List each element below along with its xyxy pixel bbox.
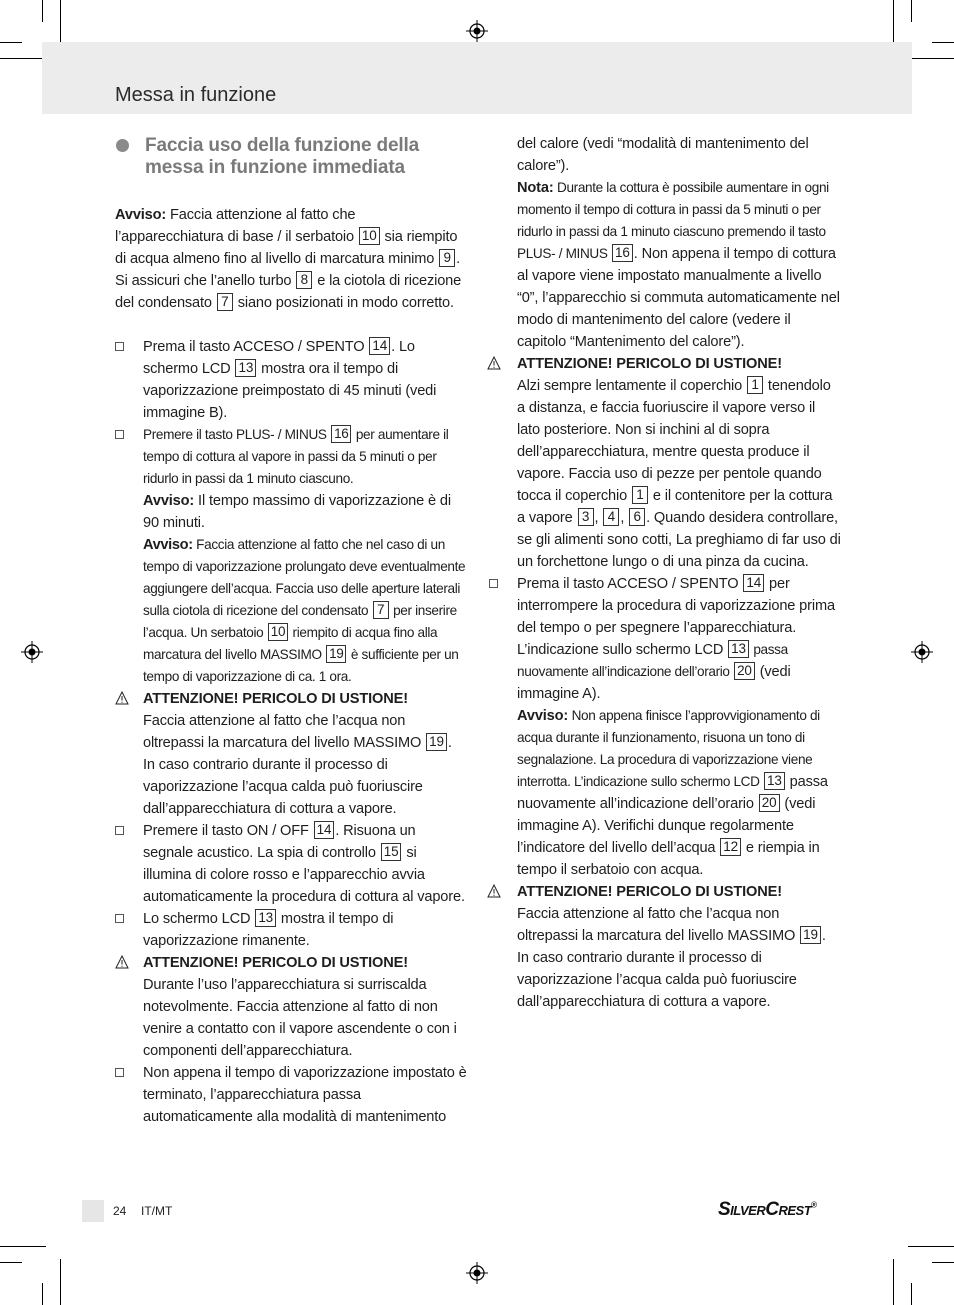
ref-number: 20 [759, 794, 780, 812]
ref-number: 19 [326, 645, 346, 663]
ref-number: 16 [331, 425, 351, 443]
ref-number: 1 [747, 376, 763, 394]
intro-note: Avviso: Faccia attenzione al fatto che l’apparecchiatura di base / il serbatoio 10 sia riempito di acqua almeno fino al livello di marcatura minimo 9 . Si assicuri che l’anello turbo 8 e la ciotola di ricezione del condensato 7 siano posizionati in modo corretto. [115, 207, 462, 311]
step-note: Avviso: Il tempo massimo di vaporizzazione è di 90 minuti. [143, 493, 451, 531]
crop-mark [932, 1262, 954, 1263]
crop-mark [42, 0, 43, 22]
checkbox-square-icon [115, 914, 124, 923]
footer-page-tab [82, 1200, 104, 1222]
crop-mark [0, 1262, 22, 1263]
continued-text: del calore (vedi “modalità di mantenimento del calore”). [517, 136, 809, 174]
ref-number: 14 [369, 337, 390, 355]
crop-mark [893, 0, 894, 46]
ref-number: 1 [632, 486, 648, 504]
ref-number: 7 [217, 293, 233, 311]
ref-number: 12 [720, 838, 741, 856]
step-item: Non appena il tempo di vaporizzazione impostato è terminato, l’apparecchiatura passa automaticamente alla modalità di mantenimento [115, 1062, 467, 1128]
warning-title: ATTENZIONE! PERICOLO DI USTIONE! [143, 691, 408, 707]
brand-logo: SilverCrest® [718, 1199, 817, 1220]
page-title: Messa in funzione [115, 84, 277, 106]
step-item: Premere il tasto PLUS- / MINUS 16 per aumentare il tempo di cottura al vapore in passi da 5 minuti o per ridurlo in passi da 1 minuto ciascuno. Avviso: Il tempo massimo di vaporizzazione è di 90 minuti. Avviso: Faccia attenzione al fatto che nel caso di un tempo di vaporizzazione prolungato deve eventualmente aggiungere dell’acqua. Faccia uso delle aperture laterali sulla ciotola di ricezione del condensato 7 per inserire l’acqua. Un serbatoio 10 riempito di acqua fino alla marcatura del livello MASSIMO 19 è sufficiente per un tempo di vaporizzazione di ca. 1 ora. [115, 424, 467, 688]
ref-number: 19 [426, 733, 447, 751]
warning-triangle-icon [487, 356, 501, 370]
warning-block: ATTENZIONE! PERICOLO DI USTIONE! Durante l’uso l’apparecchiatura si surriscalda notevolmente. Faccia attenzione al fatto di non venire a contatto con il vapore ascendente o con i componenti dell’apparecchiatura. [115, 952, 467, 1062]
registration-mark-icon [466, 1262, 488, 1284]
step-item: Prema il tasto ACCESO / SPENTO 14 per interrompere la procedura di vaporizzazione prima del tempo o per spegnere l’apparecchiatura. L’indicazione sullo schermo LCD 13 passa nuovamente all’indicazione dell’orario 20 (vedi immagine A). Avviso: Non appena finisce l’approvvigionamento di acqua durante il funzionamento, risuona un tono di segnalazione. La procedura di vaporizzazione viene interrotta. L’indicazione sullo schermo LCD 13 passa nuovamente all’indicazione dell’orario 20 (vedi immagine A). Verifichi dunque regolarmente l’indicatore del livello dell’acqua 12 e riempia in tempo il serbatoio con acqua. [489, 573, 841, 881]
ref-number: 14 [314, 821, 335, 839]
warning-block: ATTENZIONE! PERICOLO DI USTIONE! Faccia attenzione al fatto che l’acqua non oltrepassi la marcatura del livello MASSIMO 19 . In caso contrario durante il processo di vaporizzazione l’acqua calda può fuoriuscire dall’apparecchiatura di cottura a vapore. [115, 688, 467, 820]
crop-mark [908, 58, 954, 59]
ref-number: 13 [235, 359, 256, 377]
ref-number: 19 [800, 926, 821, 944]
checkbox-square-icon [489, 579, 498, 588]
crop-mark [911, 0, 912, 22]
page-number: 24 [113, 1204, 127, 1218]
ref-number: 10 [268, 623, 288, 641]
warning-triangle-icon [115, 691, 129, 705]
bullet-dot-icon [116, 139, 129, 152]
crop-mark [42, 1283, 43, 1305]
warning-triangle-icon [487, 884, 501, 898]
ref-number: 6 [629, 508, 645, 526]
nota-note: Nota: Durante la cottura è possibile aumentare in ogni momento il tempo di cottura in passi da 5 minuti o per ridurlo in passi da 1 minuto ciascuno premendo il tasto PLUS- / MINUS 16 . Non appena il tempo di cottura al vapore viene impostato manualmente a livello “0”, l’apparecchio si commuta automaticamente nel modo di mantenimento del calore (vedere il capitolo “Mantenimento del calore”). [517, 180, 840, 350]
crop-mark [60, 0, 61, 46]
checkbox-square-icon [115, 342, 124, 351]
ref-number: 14 [743, 574, 764, 592]
step-item: Prema il tasto ACCESO / SPENTO 14 . Lo schermo LCD 13 mostra ora il tempo di vaporizzazione preimpostato di 45 minuti (vedi immagine B). [115, 336, 467, 424]
step-note: Avviso: Faccia attenzione al fatto che nel caso di un tempo di vaporizzazione prolungato deve eventualmente aggiungere dell’acqua. Faccia uso delle aperture laterali sulla ciotola di ricezione del condensato 7 per inserire l’acqua. Un serbatoio 10 riempito di acqua fino alla marcatura del livello MASSIMO 19 è sufficiente per un tempo di vaporizzazione di ca. 1 ora. [143, 537, 466, 684]
ref-number: 8 [296, 271, 312, 289]
registration-mark-icon [21, 641, 43, 663]
ref-number: 4 [603, 508, 619, 526]
ref-number: 7 [373, 601, 389, 619]
ref-number: 13 [255, 909, 276, 927]
warning-title: ATTENZIONE! PERICOLO DI USTIONE! [517, 356, 782, 372]
registration-mark-icon [911, 641, 933, 663]
checkbox-square-icon [115, 430, 124, 439]
crop-mark [60, 1259, 61, 1305]
ref-number: 9 [439, 249, 455, 267]
crop-mark [0, 1246, 46, 1247]
crop-mark [0, 58, 46, 59]
crop-mark [932, 42, 954, 43]
checkbox-square-icon [115, 1068, 124, 1077]
warning-triangle-icon [115, 955, 129, 969]
warning-block: ATTENZIONE! PERICOLO DI USTIONE! Alzi sempre lentamente il coperchio 1 tenendolo a distanza, e faccia fuoriuscire il vapore verso il lato posteriore. Non si inchini al di sopra dell’apparecchiatura, mentre questa produce il vapore. Faccia uso di pezze per pentole quando tocca il coperchio 1 e il contenitore per la cottura a vapore 3 , 4 , 6 . Quando desidera controllare, se gli alimenti sono cotti, La preghiamo di far uso di un forchettone lungo o di una pinza da cucina. [489, 353, 841, 573]
ref-number: 13 [728, 640, 749, 658]
ref-number: 20 [734, 662, 755, 680]
ref-number: 13 [764, 772, 785, 790]
crop-mark [908, 1246, 954, 1247]
registration-mark-icon [466, 20, 488, 42]
warning-title: ATTENZIONE! PERICOLO DI USTIONE! [143, 955, 408, 971]
crop-mark [893, 1259, 894, 1305]
ref-number: 16 [612, 244, 633, 262]
step-note: Avviso: Non appena finisce l’approvvigionamento di acqua durante il funzionamento, risuona un tono di segnalazione. La procedura di vaporizzazione viene interrotta. L’indicazione sullo schermo LCD 13 passa nuovamente all’indicazione dell’orario 20 (vedi immagine A). Verifichi dunque regolarmente l’indicatore del livello dell’acqua 12 e riempia in tempo il serbatoio con acqua. [517, 708, 828, 878]
locale-code: IT/MT [141, 1204, 173, 1218]
step-item: Lo schermo LCD 13 mostra il tempo di vaporizzazione rimanente. [115, 908, 467, 952]
crop-mark [911, 1283, 912, 1305]
ref-number: 15 [381, 843, 402, 861]
left-column [115, 133, 467, 1128]
checkbox-square-icon [115, 826, 124, 835]
right-column [517, 133, 841, 1013]
warning-block: ATTENZIONE! PERICOLO DI USTIONE! Faccia attenzione al fatto che l’acqua non oltrepassi la marcatura del livello MASSIMO 19 . In caso contrario durante il processo di vaporizzazione l’acqua calda può fuoriuscire dall’apparecchiatura di cottura a vapore. [489, 881, 841, 1013]
ref-number: 10 [359, 227, 380, 245]
ref-number: 3 [578, 508, 594, 526]
crop-mark [0, 42, 22, 43]
section-heading: Faccia uso della funzione della messa in funzione immediata [115, 135, 467, 179]
warning-title: ATTENZIONE! PERICOLO DI USTIONE! [517, 884, 782, 900]
step-item: Premere il tasto ON / OFF 14 . Risuona un segnale acustico. La spia di controllo 15 si illumina di colore rosso e l’apparecchio avvia automaticamente la procedura di cottura al vapore. [115, 820, 467, 908]
